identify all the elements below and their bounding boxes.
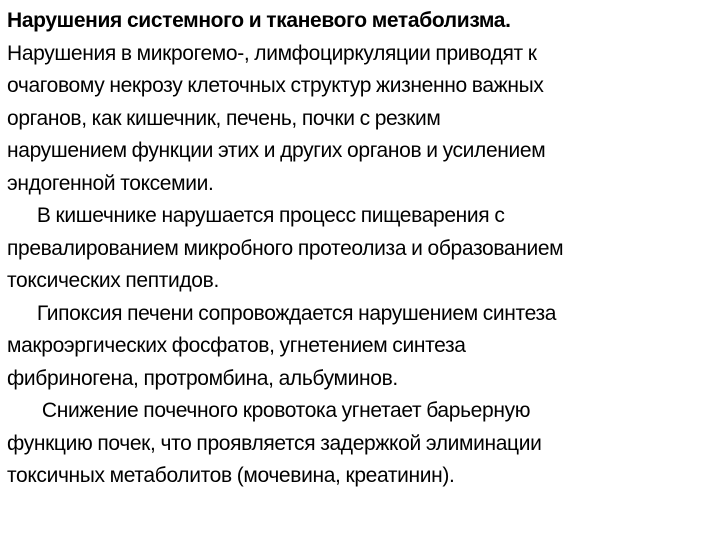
text-line: Снижение почечного кровотока угнетает барьерную bbox=[7, 399, 531, 422]
text-line: превалированием микробного протеолиза и образованием bbox=[7, 236, 564, 260]
text-line: Нарушения в микрогемо-, лимфоциркуляции приводят к bbox=[7, 41, 537, 65]
text-line: фибриногена, протромбина, альбуминов. bbox=[7, 366, 398, 390]
text-line: макроэргических фосфатов, угнетением синтеза bbox=[7, 334, 466, 357]
text-line: Гипоксия печени сопровождается нарушением синтеза bbox=[7, 301, 557, 325]
slide-text-block bbox=[7, 5, 707, 535]
text-line: функцию почек, что проявляется задержкой элиминации bbox=[7, 431, 542, 455]
text-line: токсичных метаболитов (мочевина, креатинин). bbox=[7, 464, 455, 487]
text-line: В кишечнике нарушается процесс пищеварения с bbox=[7, 204, 505, 227]
paragraph-intestine bbox=[7, 200, 707, 298]
paragraph-liver bbox=[7, 298, 707, 396]
text-line: органов, как кишечник, печень, почки с резким bbox=[7, 106, 441, 130]
text-line: эндогенной токсемии. bbox=[7, 171, 214, 195]
text-line: нарушением функции этих и других органов и усилением bbox=[7, 139, 546, 162]
paragraph-kidney bbox=[7, 395, 707, 493]
text-line: очаговому некрозу клеточных структур жизненно важных bbox=[7, 74, 544, 97]
slide-title: Нарушения системного и тканевого метаболизма. bbox=[7, 9, 511, 32]
paragraph-microcirculation bbox=[7, 38, 707, 201]
text-line: токсических пептидов. bbox=[7, 269, 219, 292]
